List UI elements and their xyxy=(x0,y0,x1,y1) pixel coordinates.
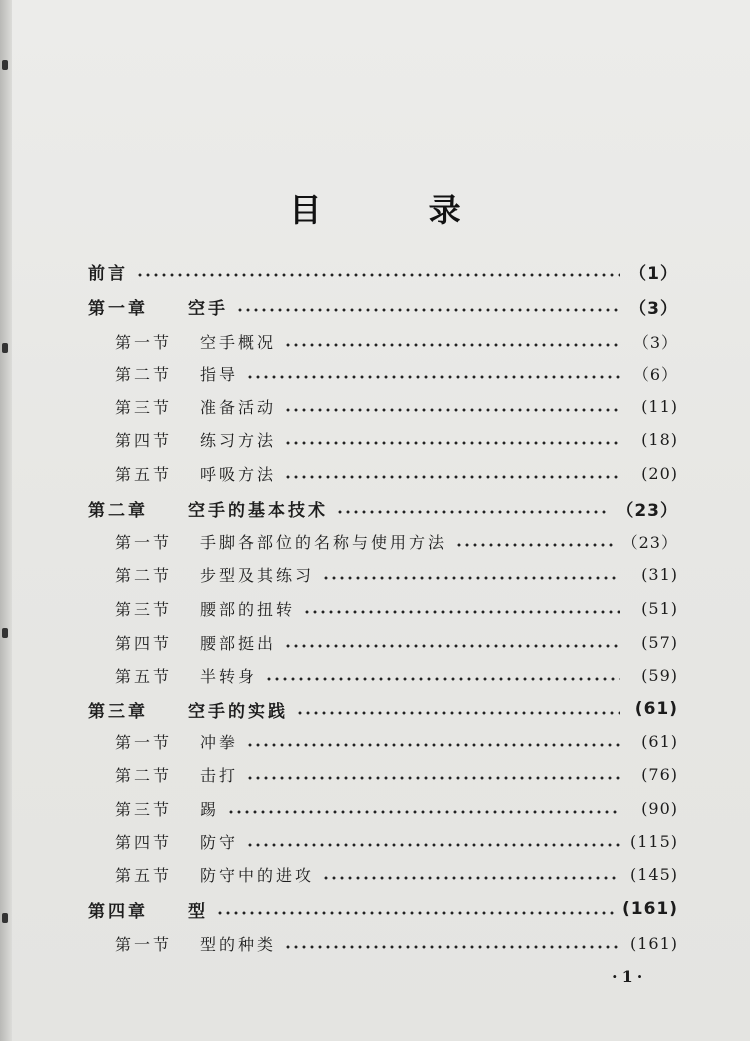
toc-entry-title: 腰部挺出 xyxy=(200,633,277,653)
dot-leader xyxy=(236,308,620,312)
toc-section-entry[interactable] xyxy=(115,627,678,657)
toc-entry-title: 空手 xyxy=(188,298,228,319)
toc-section-entry[interactable] xyxy=(115,326,678,356)
toc-entry-title: 型 xyxy=(188,901,208,922)
dot-leader xyxy=(322,576,620,580)
toc-section-entry[interactable] xyxy=(115,726,678,756)
dot-leader xyxy=(136,273,620,277)
binding-mark xyxy=(2,913,8,923)
toc-chapter-entry[interactable] xyxy=(88,694,678,724)
toc-chapter-entry[interactable] xyxy=(88,894,678,924)
toc-entry-number: 第四节 xyxy=(115,633,173,653)
toc-entry-page: (11) xyxy=(641,396,678,416)
toc-chapter-entry[interactable] xyxy=(88,256,678,286)
dot-leader xyxy=(284,441,620,445)
toc-entry-title: 呼吸方法 xyxy=(200,464,277,484)
toc-entry-page: (161) xyxy=(629,933,678,953)
dot-leader xyxy=(265,677,620,681)
toc-section-entry[interactable] xyxy=(115,391,678,421)
dot-leader xyxy=(455,543,614,547)
toc-entry-page: （23） xyxy=(621,532,678,552)
toc-section-entry[interactable] xyxy=(115,424,678,454)
toc-entry-title: 手脚各部位的名称与使用方法 xyxy=(200,532,448,552)
page-title: 目 录 xyxy=(289,191,509,229)
toc-entry-number: 第五节 xyxy=(115,865,173,885)
toc-entry-number: 第一节 xyxy=(115,934,173,954)
toc-entry-number: 第四节 xyxy=(115,430,173,450)
page-binding-shadow xyxy=(0,0,12,1041)
toc-entry-title: 指导 xyxy=(200,364,239,384)
dot-leader xyxy=(216,911,614,915)
dot-leader xyxy=(336,510,608,514)
toc-entry-number: 第一节 xyxy=(115,732,173,752)
toc-entry-title: 空手的实践 xyxy=(188,701,288,722)
toc-section-entry[interactable] xyxy=(115,526,678,556)
dot-leader xyxy=(246,375,620,379)
toc-entry-title: 型的种类 xyxy=(200,934,277,954)
dot-leader xyxy=(296,711,620,715)
toc-entry-page: (20) xyxy=(641,463,678,483)
toc-entry-page: (90) xyxy=(641,798,678,818)
toc-entry-page: （3） xyxy=(632,332,678,352)
toc-entry-title: 准备活动 xyxy=(200,397,277,417)
dot-leader xyxy=(284,644,620,648)
toc-entry-page: (115) xyxy=(629,831,678,851)
toc-entry-page: （1） xyxy=(629,263,678,284)
toc-entry-title: 步型及其练习 xyxy=(200,565,315,585)
toc-entry-number: 第五节 xyxy=(115,666,173,686)
toc-entry-title: 练习方法 xyxy=(200,430,277,450)
toc-section-entry[interactable] xyxy=(115,660,678,690)
toc-section-entry[interactable] xyxy=(115,759,678,789)
dot-leader xyxy=(284,408,620,412)
dot-leader xyxy=(227,810,620,814)
dot-leader xyxy=(246,776,620,780)
toc-entry-number: 第二章 xyxy=(88,500,148,521)
toc-entry-title: 踢 xyxy=(200,799,220,819)
toc-section-entry[interactable] xyxy=(115,793,678,823)
toc-entry-page: (161) xyxy=(621,899,678,919)
page-number: ·1· xyxy=(612,967,647,986)
toc-entry-page: (61) xyxy=(634,699,678,719)
binding-mark xyxy=(2,628,8,638)
binding-mark xyxy=(2,60,8,70)
toc-entry-number: 第二节 xyxy=(115,765,173,785)
toc-entry-number: 第一节 xyxy=(115,532,173,552)
dot-leader xyxy=(284,343,620,347)
toc-entry-title: 防守中的进攻 xyxy=(200,865,315,885)
toc-section-entry[interactable] xyxy=(115,928,678,958)
toc-entry-page: (18) xyxy=(641,429,678,449)
toc-section-entry[interactable] xyxy=(115,458,678,488)
toc-section-entry[interactable] xyxy=(115,593,678,623)
toc-entry-title: 半转身 xyxy=(200,666,258,686)
toc-section-entry[interactable] xyxy=(115,559,678,589)
toc-section-entry[interactable] xyxy=(115,859,678,889)
toc-entry-page: (59) xyxy=(641,665,678,685)
dot-leader xyxy=(284,945,620,949)
dot-leader xyxy=(246,743,620,747)
toc-entry-page: (145) xyxy=(629,864,678,884)
toc-entry-title: 防守 xyxy=(200,832,239,852)
toc-entry-title: 空手的基本技术 xyxy=(188,500,328,521)
toc-entry-page: （6） xyxy=(632,364,678,384)
toc-entry-number: 第二节 xyxy=(115,364,173,384)
toc-chapter-entry[interactable] xyxy=(88,291,678,321)
toc-entry-title: 击打 xyxy=(200,765,239,785)
toc-chapter-entry[interactable] xyxy=(88,493,678,523)
toc-entry-number: 第二节 xyxy=(115,565,173,585)
toc-entry-page: (76) xyxy=(641,764,678,784)
toc-section-entry[interactable] xyxy=(115,358,678,388)
toc-entry-number: 第一章 xyxy=(88,298,148,319)
toc-entry-page: （23） xyxy=(616,500,678,521)
toc-entry-page: (31) xyxy=(641,564,678,584)
toc-entry-number: 前言 xyxy=(88,263,128,284)
toc-entry-number: 第四章 xyxy=(88,901,148,922)
toc-entry-number: 第三节 xyxy=(115,397,173,417)
toc-entry-number: 第四节 xyxy=(115,832,173,852)
toc-section-entry[interactable] xyxy=(115,826,678,856)
toc-entry-title: 冲拳 xyxy=(200,732,239,752)
toc-entry-title: 空手概况 xyxy=(200,332,277,352)
toc-entry-title: 腰部的扭转 xyxy=(200,599,296,619)
toc-entry-page: (51) xyxy=(641,598,678,618)
toc-entry-page: (61) xyxy=(641,731,678,751)
toc-entry-number: 第三章 xyxy=(88,701,148,722)
toc-entry-number: 第一节 xyxy=(115,332,173,352)
toc-entry-number: 第三节 xyxy=(115,799,173,819)
dot-leader xyxy=(284,475,620,479)
toc-entry-page: (57) xyxy=(641,632,678,652)
toc-entry-number: 第三节 xyxy=(115,599,173,619)
toc-entry-page: （3） xyxy=(629,298,678,319)
toc-entry-number: 第五节 xyxy=(115,464,173,484)
binding-mark xyxy=(2,343,8,353)
dot-leader xyxy=(303,610,620,614)
dot-leader xyxy=(322,876,620,880)
dot-leader xyxy=(246,843,620,847)
